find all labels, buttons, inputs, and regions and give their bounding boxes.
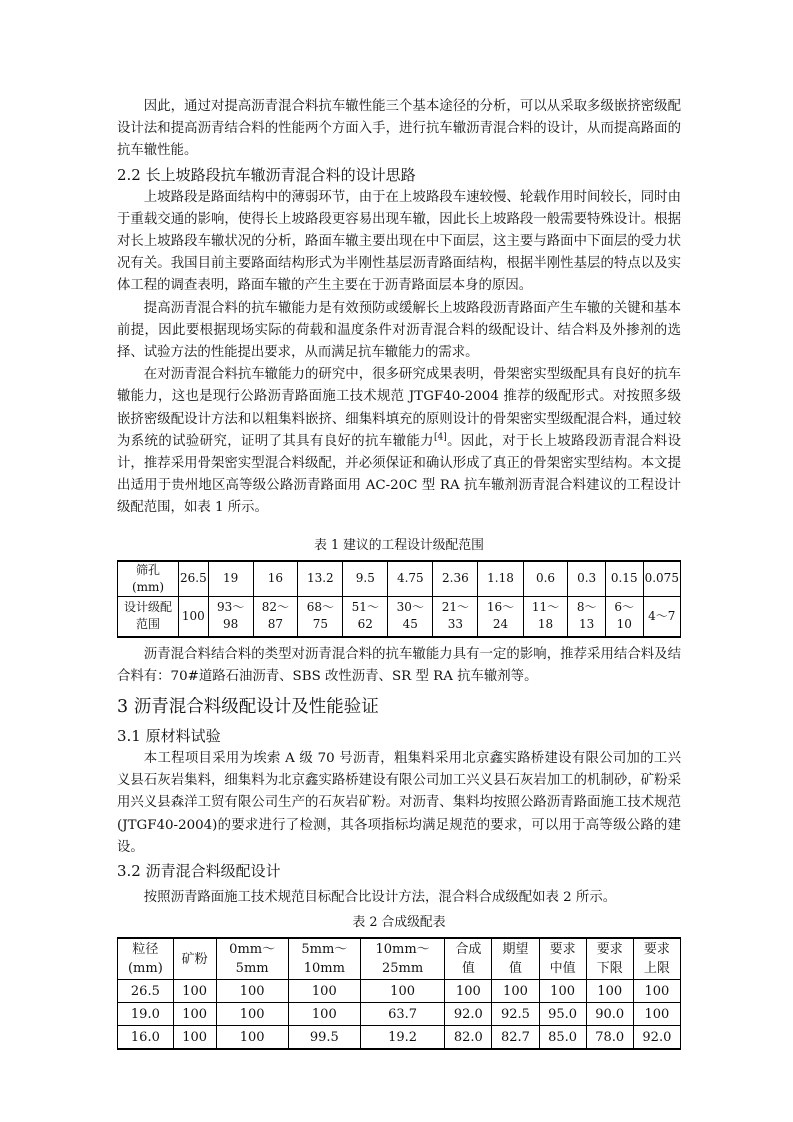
citation-ref: [4]: [433, 432, 447, 443]
table2-cell: 100: [586, 980, 633, 1003]
table1-sieve-cell: 0.6: [523, 561, 568, 597]
table1-sieve-cell: 19: [208, 561, 253, 597]
table2-cell: 92.0: [633, 1026, 680, 1050]
table2-header-cell: [633, 938, 680, 980]
table1-gradation-range: [117, 560, 681, 638]
header-line: 期望: [502, 942, 529, 958]
table2-header-cell: [360, 938, 444, 980]
header-line: 10mm～: [375, 942, 430, 958]
header-line: 25mm: [381, 961, 424, 977]
table1-range-cell: 93～98: [208, 596, 253, 637]
header-line: 要求: [643, 942, 670, 958]
table-row: [118, 980, 681, 1003]
section-heading-3-2: 3.2 沥青混合料级配设计: [117, 862, 281, 881]
table1-row2-head: 设计级配范围: [118, 596, 179, 637]
table-row: [118, 596, 681, 637]
table1-range-cell: 16～24: [478, 596, 523, 637]
table2-cell: 100: [288, 980, 360, 1003]
table2-header-cell: [216, 938, 288, 980]
table2-header-cell: [445, 938, 492, 980]
table1-sieve-cell: 26.5: [179, 561, 209, 597]
table2-cell: 82.7: [492, 1026, 539, 1050]
table2-header-cell: [288, 938, 360, 980]
table1-range-cell: 100: [179, 596, 209, 637]
paragraph-2-2-a: 上坡路段是路面结构中的薄弱环节，由于在上坡路段车速较慢、轮载作用时间较长，同时由于重载交通的影响，使得长上坡路段更容易出现车辙，因此长上坡路段一般需要特殊设计。根据对长上坡路段车辙状况的分析，路面车辙主要出现在中下面层，这主要与路面中下面层的受力状况有关。我国目前主要路面结构形式为半刚性基层沥青路面结构，根据半刚性基层的特点以及实体工程的调查表明，路面车辙的产生主要在于沥青路面层本身的原因。: [117, 189, 681, 294]
table2-cell: 95.0: [539, 1003, 586, 1026]
table2-cell: 16.0: [118, 1026, 174, 1050]
table2-synthetic-gradation: [117, 937, 681, 1050]
table2-cell: 100: [445, 980, 492, 1003]
header-line: 合成: [455, 942, 482, 958]
table2-cell: 78.0: [586, 1026, 633, 1050]
table2-header-cell: [173, 938, 216, 980]
table1-range-cell: 8～13: [568, 596, 605, 637]
table2-cell: 100: [216, 1003, 288, 1026]
page-content: [117, 96, 681, 1050]
paragraph-2-2-c-post: 。因此，对于长上坡路段沥青混合料设计，推荐采用骨架密实型混合料级配，并必须保证和确认形成了真正的骨架密实型结构。本文提出适用于贵州地区高等级公路沥青路面用 AC-20C 型 RA 抗车辙剂沥青混合料建议的工程设计级配范围，如表 1 所示。: [117, 433, 681, 516]
table2-cell: 100: [633, 980, 680, 1003]
table1-range-cell: 68～75: [298, 596, 343, 637]
section-heading-3: 3 沥青混合料级配设计及性能验证: [117, 697, 379, 718]
table1-range-cell: 82～87: [253, 596, 298, 637]
header-line: 矿粉: [181, 951, 208, 967]
table-header-row: [118, 938, 681, 980]
table1-sieve-cell: 0.075: [643, 561, 680, 597]
table2-cell: 99.5: [288, 1026, 360, 1050]
table2-header-cell: [586, 938, 633, 980]
table2-cell: 19.2: [360, 1026, 444, 1050]
table2-cell: 100: [173, 1003, 216, 1026]
table-row: [118, 1026, 681, 1050]
table2-caption: 表 2 合成级配表: [352, 915, 446, 931]
table1-sieve-cell: 9.5: [343, 561, 388, 597]
table1-range-cell: 11～18: [523, 596, 568, 637]
header-line: 10mm: [303, 961, 345, 977]
table1-range-cell: 6～10: [605, 596, 643, 637]
header-line: 值: [461, 961, 475, 977]
table2-cell: 100: [288, 1003, 360, 1026]
header-line: 粒径: [132, 942, 159, 958]
table1-range-cell: 30～45: [388, 596, 433, 637]
table2-cell: 100: [216, 1026, 288, 1050]
table1-sieve-cell: 4.75: [388, 561, 433, 597]
table-row: [118, 561, 681, 597]
section-heading-2-2: 2.2 长上坡路段抗车辙沥青混合料的设计思路: [117, 165, 416, 184]
paragraph-2-2-c: [117, 364, 681, 519]
table1-sieve-cell: 13.2: [298, 561, 343, 597]
table2-cell: 85.0: [539, 1026, 586, 1050]
table2-cell: 100: [539, 980, 586, 1003]
header-line: 下限: [596, 961, 623, 977]
table1-range-cell: 51～62: [343, 596, 388, 637]
table2-header-cell: [539, 938, 586, 980]
table1-sieve-cell: 0.3: [568, 561, 605, 597]
header-line: 5mm～: [301, 942, 348, 958]
table2-cell: 92.5: [492, 1003, 539, 1026]
table2-cell: 19.0: [118, 1003, 174, 1026]
table2-header-cell: [118, 938, 174, 980]
table2-cell: 63.7: [360, 1003, 444, 1026]
header-line: 中值: [549, 961, 576, 977]
header-line: 5mm: [235, 961, 269, 977]
table-row: [118, 1003, 681, 1026]
table1-sieve-cell: 16: [253, 561, 298, 597]
table1-sieve-cell: 0.15: [605, 561, 643, 597]
paragraph-3-2: 按照沥青路面施工技术规范目标配合比设计方法，混合料合成级配如表 2 所示。: [143, 890, 617, 906]
table1-row1-head: 筛孔 (mm): [118, 561, 179, 597]
table1-sieve-cell: 1.18: [478, 561, 523, 597]
header-line: 上限: [643, 961, 670, 977]
paragraph-intro: 因此，通过对提高沥青混合料抗车辙性能三个基本途径的分析，可以从采取多级嵌挤密级配设计法和提高沥青结合料的性能两个方面入手，进行抗车辙沥青混合料的设计，从而提高路面的抗车辙性能。: [117, 99, 681, 159]
table2-cell: 100: [633, 1003, 680, 1026]
header-line: (mm): [127, 961, 163, 977]
table2-cell: 100: [173, 980, 216, 1003]
header-line: 要求: [596, 942, 623, 958]
table2-cell: 100: [216, 980, 288, 1003]
table2-cell: 100: [173, 1026, 216, 1050]
table2-cell: 100: [492, 980, 539, 1003]
table1-caption: 表 1 建议的工程设计级配范围: [314, 537, 484, 553]
table2-header-cell: [492, 938, 539, 980]
table1-range-cell: 4～7: [643, 596, 680, 637]
table2-cell: 82.0: [445, 1026, 492, 1050]
header-line: 要求: [549, 942, 576, 958]
header-line: 值: [508, 961, 522, 977]
table1-sieve-cell: 2.36: [433, 561, 478, 597]
table2-cell: 26.5: [118, 980, 174, 1003]
table2-cell: 92.0: [445, 1003, 492, 1026]
paragraph-2-2-b: 提高沥青混合料的抗车辙能力是有效预防或缓解长上坡路段沥青路面产生车辙的关键和基本前提，因此要根据现场实际的荷载和温度条件对沥青混合料的级配设计、结合料及外掺剂的选择、试验方法的性能提出要求，从而满足抗车辙能力的需求。: [117, 300, 681, 361]
section-heading-3-1: 3.1 原材料试验: [117, 727, 221, 746]
paragraph-binder: 沥青混合料结合料的类型对沥青混合料的抗车辙能力具有一定的影响，推荐采用结合料及结合料有：70#道路石油沥青、SBS 改性沥青、SR 型 RA 抗车辙剂等。: [117, 646, 681, 684]
paragraph-3-1: 本工程项目采用为埃索 A 级 70 号沥青，粗集料采用北京鑫实路桥建设有限公司加的工兴义县石灰岩集料，细集料为北京鑫实路桥建设有限公司加工兴义县石灰岩加工的机制砂，矿粉采用兴义县森洋工贸有限公司生产的石灰岩矿粉。对沥青、集料均按照公路沥青路面施工技术规范(JTGF40-2004)的要求进行了检测，其各项指标均满足规范的要求，可以用于高等级公路的建设。: [117, 751, 681, 855]
table2-cell: 100: [360, 980, 444, 1003]
paragraph-2-2-c-pre: 在对沥青混合料抗车辙能力的研究中，很多研究成果表明，骨架密实型级配具有良好的抗车辙能力，这也是现行公路沥青路面施工技术规范 JTGF40-2004 推荐的级配形式。对按照多级嵌挤密级配设计方法和以粗集料嵌挤、细集料填充的原则设计的骨架密实型级配混合料，通过较为系统的试验研究，证明了其具有良好的抗车辙能力: [117, 367, 681, 449]
header-line: 0mm～: [229, 942, 276, 958]
table1-range-cell: 21～33: [433, 596, 478, 637]
table2-cell: 90.0: [586, 1003, 633, 1026]
